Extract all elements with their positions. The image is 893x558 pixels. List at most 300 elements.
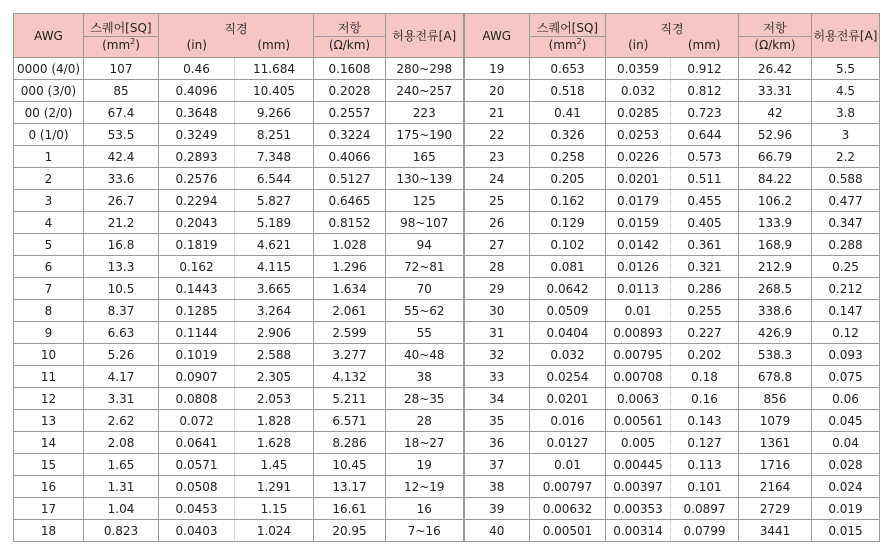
table-row xyxy=(14,410,880,432)
cell-ampacity: 16 xyxy=(386,498,464,520)
cell-diameter-in: 0.0508 xyxy=(159,476,235,498)
cell-resistance: 856 xyxy=(739,388,812,410)
cell-diameter-mm: 0.511 xyxy=(671,168,739,190)
cell-diameter-mm: 0.127 xyxy=(671,432,739,454)
cell-diameter-mm: 0.0897 xyxy=(671,498,739,520)
cell-square: 16.8 xyxy=(84,234,159,256)
cell-resistance: 5.211 xyxy=(314,388,386,410)
header-awg: AWG xyxy=(464,14,530,58)
cell-diameter-in: 0.1443 xyxy=(159,278,235,300)
table-row xyxy=(14,278,880,300)
cell-square: 5.26 xyxy=(84,344,159,366)
unit-superscript: 2 xyxy=(576,37,582,46)
cell-diameter-mm: 0.18 xyxy=(671,366,739,388)
cell-diameter-in: 0.0808 xyxy=(159,388,235,410)
table-row xyxy=(14,322,880,344)
header-ampacity: 허용전류[A] xyxy=(386,14,464,58)
cell-ampacity: 3 xyxy=(812,124,880,146)
cell-resistance: 16.61 xyxy=(314,498,386,520)
cell-square: 0.081 xyxy=(530,256,606,278)
cell-diameter-mm: 1.15 xyxy=(235,498,314,520)
cell-awg: 35 xyxy=(464,410,530,432)
cell-diameter-mm: 0.143 xyxy=(671,410,739,432)
cell-resistance: 2164 xyxy=(739,476,812,498)
cell-resistance: 1.634 xyxy=(314,278,386,300)
cell-square: 21.2 xyxy=(84,212,159,234)
cell-diameter-mm: 1.024 xyxy=(235,520,314,542)
cell-diameter-in: 0.0142 xyxy=(606,234,671,256)
cell-diameter-in: 0.032 xyxy=(606,80,671,102)
cell-awg: 10 xyxy=(14,344,84,366)
cell-diameter-mm: 7.348 xyxy=(235,146,314,168)
header-resistance-unit: (Ω/km) xyxy=(314,37,386,58)
cell-diameter-in: 0.00314 xyxy=(606,520,671,542)
cell-square: 8.37 xyxy=(84,300,159,322)
cell-awg: 36 xyxy=(464,432,530,454)
cell-diameter-mm: 0.573 xyxy=(671,146,739,168)
table-row xyxy=(14,256,880,278)
cell-square: 0.00632 xyxy=(530,498,606,520)
table-row xyxy=(14,80,880,102)
cell-awg: 9 xyxy=(14,322,84,344)
cell-diameter-in: 0.2576 xyxy=(159,168,235,190)
cell-square: 0.0127 xyxy=(530,432,606,454)
cell-awg: 0000 (4/0) xyxy=(14,58,84,80)
cell-ampacity: 0.028 xyxy=(812,454,880,476)
cell-resistance: 106.2 xyxy=(739,190,812,212)
cell-ampacity: 0.093 xyxy=(812,344,880,366)
table-row xyxy=(14,212,880,234)
cell-resistance: 84.22 xyxy=(739,168,812,190)
cell-diameter-in: 0.3249 xyxy=(159,124,235,146)
header-square: 스퀘어[SQ] xyxy=(84,14,159,37)
unit-superscript: 2 xyxy=(130,37,136,46)
cell-square: 0.518 xyxy=(530,80,606,102)
cell-square: 10.5 xyxy=(84,278,159,300)
cell-diameter-mm: 2.305 xyxy=(235,366,314,388)
cell-diameter-mm: 0.16 xyxy=(671,388,739,410)
cell-square: 0.0509 xyxy=(530,300,606,322)
cell-diameter-in: 0.01 xyxy=(606,300,671,322)
cell-diameter-mm: 11.684 xyxy=(235,58,314,80)
cell-resistance: 1361 xyxy=(739,432,812,454)
cell-ampacity: 28 xyxy=(386,410,464,432)
cell-resistance: 0.3224 xyxy=(314,124,386,146)
cell-resistance: 3441 xyxy=(739,520,812,542)
cell-awg: 20 xyxy=(464,80,530,102)
header-diameter-in: (in) xyxy=(606,37,671,58)
cell-square: 0.032 xyxy=(530,344,606,366)
cell-diameter-mm: 0.286 xyxy=(671,278,739,300)
table-row xyxy=(14,234,880,256)
cell-diameter-mm: 2.588 xyxy=(235,344,314,366)
cell-resistance: 0.2557 xyxy=(314,102,386,124)
table-row xyxy=(14,498,880,520)
cell-square: 42.4 xyxy=(84,146,159,168)
table-row xyxy=(14,58,880,80)
cell-awg: 30 xyxy=(464,300,530,322)
cell-resistance: 0.8152 xyxy=(314,212,386,234)
cell-square: 53.5 xyxy=(84,124,159,146)
cell-ampacity: 19 xyxy=(386,454,464,476)
cell-awg: 8 xyxy=(14,300,84,322)
cell-diameter-mm: 2.053 xyxy=(235,388,314,410)
cell-diameter-in: 0.0063 xyxy=(606,388,671,410)
cell-awg: 24 xyxy=(464,168,530,190)
cell-awg: 16 xyxy=(14,476,84,498)
cell-diameter-in: 0.162 xyxy=(159,256,235,278)
cell-awg: 19 xyxy=(464,58,530,80)
cell-diameter-in: 0.0253 xyxy=(606,124,671,146)
cell-diameter-in: 0.00708 xyxy=(606,366,671,388)
cell-resistance: 66.79 xyxy=(739,146,812,168)
cell-resistance: 2.599 xyxy=(314,322,386,344)
cell-resistance: 4.132 xyxy=(314,366,386,388)
cell-ampacity: 55~62 xyxy=(386,300,464,322)
cell-ampacity: 98~107 xyxy=(386,212,464,234)
cell-ampacity: 0.075 xyxy=(812,366,880,388)
cell-diameter-mm: 10.405 xyxy=(235,80,314,102)
cell-square: 0.129 xyxy=(530,212,606,234)
cell-resistance: 1.028 xyxy=(314,234,386,256)
header-square-unit xyxy=(84,37,159,58)
cell-awg: 37 xyxy=(464,454,530,476)
cell-ampacity: 0.06 xyxy=(812,388,880,410)
cell-ampacity: 130~139 xyxy=(386,168,464,190)
awg-wire-table xyxy=(13,13,880,542)
cell-diameter-in: 0.0201 xyxy=(606,168,671,190)
cell-resistance: 10.45 xyxy=(314,454,386,476)
cell-diameter-in: 0.00445 xyxy=(606,454,671,476)
cell-awg: 0 (1/0) xyxy=(14,124,84,146)
cell-diameter-mm: 0.227 xyxy=(671,322,739,344)
cell-resistance: 3.277 xyxy=(314,344,386,366)
cell-ampacity: 40~48 xyxy=(386,344,464,366)
cell-resistance: 6.571 xyxy=(314,410,386,432)
cell-resistance: 426.9 xyxy=(739,322,812,344)
cell-ampacity: 2.2 xyxy=(812,146,880,168)
header-resistance-unit: (Ω/km) xyxy=(739,37,812,58)
table-row xyxy=(14,124,880,146)
cell-diameter-mm: 1.628 xyxy=(235,432,314,454)
cell-diameter-in: 0.1819 xyxy=(159,234,235,256)
header-square-unit xyxy=(530,37,606,58)
header-awg: AWG xyxy=(14,14,84,58)
table-row xyxy=(14,520,880,542)
cell-diameter-mm: 0.101 xyxy=(671,476,739,498)
header-ampacity: 허용전류[A] xyxy=(812,14,880,58)
table-row xyxy=(14,102,880,124)
cell-awg: 00 (2/0) xyxy=(14,102,84,124)
cell-ampacity: 0.212 xyxy=(812,278,880,300)
cell-awg: 000 (3/0) xyxy=(14,80,84,102)
cell-resistance: 168.9 xyxy=(739,234,812,256)
unit-text: ) xyxy=(135,38,140,52)
cell-ampacity: 38 xyxy=(386,366,464,388)
cell-ampacity: 94 xyxy=(386,234,464,256)
cell-diameter-mm: 0.912 xyxy=(671,58,739,80)
cell-ampacity: 0.019 xyxy=(812,498,880,520)
header-diameter-in: (in) xyxy=(159,37,235,58)
cell-awg: 21 xyxy=(464,102,530,124)
cell-awg: 5 xyxy=(14,234,84,256)
cell-ampacity: 0.288 xyxy=(812,234,880,256)
cell-square: 6.63 xyxy=(84,322,159,344)
cell-awg: 32 xyxy=(464,344,530,366)
cell-ampacity: 240~257 xyxy=(386,80,464,102)
cell-ampacity: 72~81 xyxy=(386,256,464,278)
cell-awg: 3 xyxy=(14,190,84,212)
table-row xyxy=(14,388,880,410)
header-resistance: 저항 xyxy=(314,14,386,37)
cell-diameter-mm: 0.723 xyxy=(671,102,739,124)
cell-square: 4.17 xyxy=(84,366,159,388)
cell-diameter-mm: 0.405 xyxy=(671,212,739,234)
cell-resistance: 1716 xyxy=(739,454,812,476)
table-row xyxy=(14,146,880,168)
cell-resistance: 212.9 xyxy=(739,256,812,278)
cell-awg: 1 xyxy=(14,146,84,168)
cell-diameter-in: 0.0359 xyxy=(606,58,671,80)
cell-awg: 14 xyxy=(14,432,84,454)
cell-awg: 6 xyxy=(14,256,84,278)
cell-diameter-in: 0.005 xyxy=(606,432,671,454)
header-diameter: 직경 xyxy=(606,14,739,37)
cell-ampacity: 0.024 xyxy=(812,476,880,498)
cell-diameter-in: 0.0453 xyxy=(159,498,235,520)
cell-resistance: 13.17 xyxy=(314,476,386,498)
cell-square: 0.162 xyxy=(530,190,606,212)
cell-diameter-mm: 2.906 xyxy=(235,322,314,344)
cell-square: 0.0201 xyxy=(530,388,606,410)
cell-ampacity: 0.477 xyxy=(812,190,880,212)
table-row xyxy=(14,168,880,190)
cell-square: 1.65 xyxy=(84,454,159,476)
cell-ampacity: 223 xyxy=(386,102,464,124)
cell-ampacity: 5.5 xyxy=(812,58,880,80)
cell-square: 0.0254 xyxy=(530,366,606,388)
cell-diameter-in: 0.0285 xyxy=(606,102,671,124)
cell-diameter-in: 0.00893 xyxy=(606,322,671,344)
cell-diameter-in: 0.0641 xyxy=(159,432,235,454)
cell-diameter-in: 0.2043 xyxy=(159,212,235,234)
cell-awg: 12 xyxy=(14,388,84,410)
cell-ampacity: 12~19 xyxy=(386,476,464,498)
cell-square: 0.653 xyxy=(530,58,606,80)
header-square: 스퀘어[SQ] xyxy=(530,14,606,37)
cell-awg: 2 xyxy=(14,168,84,190)
cell-awg: 22 xyxy=(464,124,530,146)
cell-awg: 23 xyxy=(464,146,530,168)
cell-diameter-mm: 6.544 xyxy=(235,168,314,190)
cell-square: 67.4 xyxy=(84,102,159,124)
unit-text: (mm xyxy=(548,38,577,52)
cell-resistance: 678.8 xyxy=(739,366,812,388)
cell-square: 1.04 xyxy=(84,498,159,520)
cell-diameter-in: 0.0571 xyxy=(159,454,235,476)
header-row-top xyxy=(14,14,880,37)
cell-diameter-in: 0.00561 xyxy=(606,410,671,432)
cell-resistance: 0.6465 xyxy=(314,190,386,212)
cell-diameter-in: 0.3648 xyxy=(159,102,235,124)
cell-diameter-mm: 0.321 xyxy=(671,256,739,278)
cell-square: 33.6 xyxy=(84,168,159,190)
cell-square: 0.102 xyxy=(530,234,606,256)
cell-diameter-in: 0.0907 xyxy=(159,366,235,388)
cell-diameter-mm: 3.665 xyxy=(235,278,314,300)
cell-diameter-mm: 1.45 xyxy=(235,454,314,476)
cell-diameter-mm: 0.255 xyxy=(671,300,739,322)
table-row xyxy=(14,432,880,454)
cell-square: 0.00797 xyxy=(530,476,606,498)
header-diameter: 직경 xyxy=(159,14,314,37)
cell-awg: 25 xyxy=(464,190,530,212)
cell-diameter-mm: 0.361 xyxy=(671,234,739,256)
header-diameter-mm: (mm) xyxy=(671,37,739,58)
table-row xyxy=(14,344,880,366)
cell-diameter-mm: 0.202 xyxy=(671,344,739,366)
cell-resistance: 20.95 xyxy=(314,520,386,542)
cell-diameter-in: 0.0226 xyxy=(606,146,671,168)
cell-diameter-in: 0.0403 xyxy=(159,520,235,542)
cell-diameter-in: 0.00397 xyxy=(606,476,671,498)
cell-ampacity: 0.347 xyxy=(812,212,880,234)
cell-awg: 31 xyxy=(464,322,530,344)
cell-awg: 38 xyxy=(464,476,530,498)
cell-awg: 26 xyxy=(464,212,530,234)
cell-ampacity: 165 xyxy=(386,146,464,168)
cell-resistance: 2.061 xyxy=(314,300,386,322)
cell-diameter-mm: 1.291 xyxy=(235,476,314,498)
cell-ampacity: 55 xyxy=(386,322,464,344)
table-row xyxy=(14,454,880,476)
cell-diameter-in: 0.2294 xyxy=(159,190,235,212)
cell-diameter-mm: 5.827 xyxy=(235,190,314,212)
cell-square: 0.205 xyxy=(530,168,606,190)
cell-resistance: 33.31 xyxy=(739,80,812,102)
cell-resistance: 268.5 xyxy=(739,278,812,300)
cell-ampacity: 0.12 xyxy=(812,322,880,344)
cell-diameter-mm: 3.264 xyxy=(235,300,314,322)
table-row xyxy=(14,366,880,388)
cell-diameter-mm: 1.828 xyxy=(235,410,314,432)
cell-diameter-in: 0.0159 xyxy=(606,212,671,234)
table-row xyxy=(14,300,880,322)
cell-diameter-in: 0.0126 xyxy=(606,256,671,278)
header-resistance: 저항 xyxy=(739,14,812,37)
cell-square: 0.01 xyxy=(530,454,606,476)
cell-awg: 17 xyxy=(14,498,84,520)
cell-resistance: 42 xyxy=(739,102,812,124)
cell-ampacity: 3.8 xyxy=(812,102,880,124)
cell-diameter-in: 0.072 xyxy=(159,410,235,432)
cell-resistance: 52.96 xyxy=(739,124,812,146)
cell-awg: 34 xyxy=(464,388,530,410)
cell-diameter-mm: 0.455 xyxy=(671,190,739,212)
table-row xyxy=(14,476,880,498)
cell-diameter-in: 0.1144 xyxy=(159,322,235,344)
cell-square: 1.31 xyxy=(84,476,159,498)
cell-diameter-in: 0.1285 xyxy=(159,300,235,322)
cell-square: 0.326 xyxy=(530,124,606,146)
cell-awg: 11 xyxy=(14,366,84,388)
cell-square: 0.258 xyxy=(530,146,606,168)
table-body xyxy=(14,58,880,542)
cell-diameter-mm: 8.251 xyxy=(235,124,314,146)
cell-square: 2.62 xyxy=(84,410,159,432)
cell-square: 0.00501 xyxy=(530,520,606,542)
cell-ampacity: 7~16 xyxy=(386,520,464,542)
cell-ampacity: 18~27 xyxy=(386,432,464,454)
cell-ampacity: 0.147 xyxy=(812,300,880,322)
cell-diameter-mm: 9.266 xyxy=(235,102,314,124)
cell-awg: 7 xyxy=(14,278,84,300)
cell-ampacity: 0.045 xyxy=(812,410,880,432)
cell-awg: 29 xyxy=(464,278,530,300)
cell-resistance: 133.9 xyxy=(739,212,812,234)
cell-ampacity: 0.25 xyxy=(812,256,880,278)
cell-awg: 13 xyxy=(14,410,84,432)
cell-ampacity: 0.588 xyxy=(812,168,880,190)
cell-diameter-in: 0.46 xyxy=(159,58,235,80)
cell-awg: 39 xyxy=(464,498,530,520)
cell-ampacity: 0.015 xyxy=(812,520,880,542)
cell-awg: 27 xyxy=(464,234,530,256)
cell-resistance: 8.286 xyxy=(314,432,386,454)
cell-diameter-mm: 0.113 xyxy=(671,454,739,476)
cell-resistance: 0.5127 xyxy=(314,168,386,190)
table-header xyxy=(14,14,880,58)
cell-ampacity: 28~35 xyxy=(386,388,464,410)
cell-diameter-in: 0.00353 xyxy=(606,498,671,520)
unit-text: (mm xyxy=(102,38,131,52)
cell-ampacity: 125 xyxy=(386,190,464,212)
cell-resistance: 338.6 xyxy=(739,300,812,322)
cell-resistance: 1079 xyxy=(739,410,812,432)
cell-square: 85 xyxy=(84,80,159,102)
cell-square: 0.41 xyxy=(530,102,606,124)
cell-ampacity: 0.04 xyxy=(812,432,880,454)
cell-awg: 15 xyxy=(14,454,84,476)
cell-diameter-in: 0.2893 xyxy=(159,146,235,168)
cell-ampacity: 70 xyxy=(386,278,464,300)
cell-diameter-in: 0.0113 xyxy=(606,278,671,300)
header-diameter-mm: (mm) xyxy=(235,37,314,58)
cell-resistance: 2729 xyxy=(739,498,812,520)
cell-ampacity: 175~190 xyxy=(386,124,464,146)
cell-square: 0.016 xyxy=(530,410,606,432)
cell-resistance: 26.42 xyxy=(739,58,812,80)
cell-awg: 33 xyxy=(464,366,530,388)
cell-ampacity: 280~298 xyxy=(386,58,464,80)
cell-diameter-mm: 5.189 xyxy=(235,212,314,234)
cell-ampacity: 4.5 xyxy=(812,80,880,102)
cell-resistance: 0.4066 xyxy=(314,146,386,168)
cell-square: 13.3 xyxy=(84,256,159,278)
cell-square: 3.31 xyxy=(84,388,159,410)
cell-diameter-in: 0.1019 xyxy=(159,344,235,366)
cell-square: 0.823 xyxy=(84,520,159,542)
cell-square: 0.0404 xyxy=(530,322,606,344)
cell-diameter-in: 0.4096 xyxy=(159,80,235,102)
cell-diameter-mm: 0.812 xyxy=(671,80,739,102)
cell-diameter-mm: 0.644 xyxy=(671,124,739,146)
table-row xyxy=(14,190,880,212)
cell-square: 0.0642 xyxy=(530,278,606,300)
cell-diameter-in: 0.0179 xyxy=(606,190,671,212)
cell-diameter-mm: 4.621 xyxy=(235,234,314,256)
cell-resistance: 0.1608 xyxy=(314,58,386,80)
